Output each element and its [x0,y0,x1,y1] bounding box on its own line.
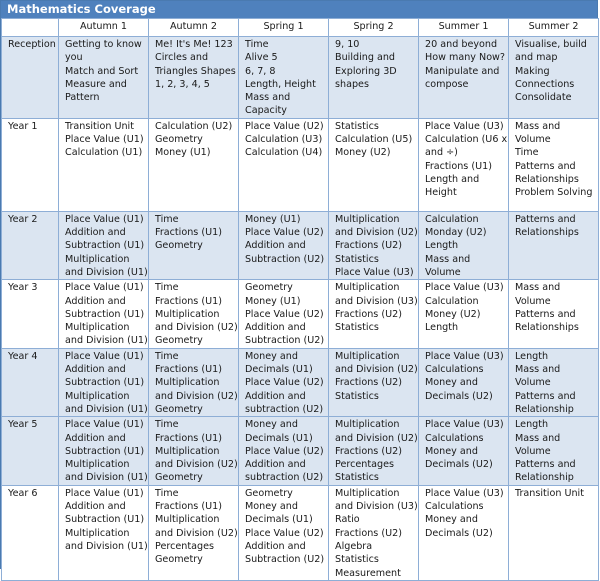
table-cell: Money and Decimals (U1) Place Value (U2) Addition and subtraction (U2) [239,417,329,485]
table-cell: Place Value (U1) Addition and Subtraction (U1) Multiplication and Division (U1) [59,348,149,416]
table-cell: Multiplication and Division (U3) Fractions (U2) Statistics [329,280,419,348]
table-cell: Transition Unit [509,485,599,580]
table-cell: Place Value (U3) Calculation (U6 x and ÷) Fractions (U1) Length and Height [419,118,509,211]
year-label: Year 2 [2,211,59,279]
table-cell: Multiplication and Division (U2) Fractions (U2) Statistics Place Value (U3) [329,211,419,279]
table-cell: Multiplication and Division (U2) Fractions (U2) Percentages Statistics [329,417,419,485]
table-cell: Place Value (U3) Calculation Money (U2) Length [419,280,509,348]
table-cell: Time Fractions (U1) Multiplication and Division (U2) Percentages Geometry [149,485,239,580]
table-cell: Time Fractions (U1) Geometry [149,211,239,279]
table-cell: Place Value (U1) Addition and Subtraction (U1) Multiplication and Division (U1) [59,280,149,348]
table-cell: Money and Decimals (U1) Place Value (U2) Addition and subtraction (U2) [239,348,329,416]
column-header: Spring 2 [329,19,419,37]
year-label: Year 5 [2,417,59,485]
year-label: Year 6 [2,485,59,580]
year-label: Reception [2,37,59,119]
table-cell: Place Value (U3) Calculations Money and Decimals (U2) [419,417,509,485]
table-cell: Time Fractions (U1) Multiplication and Division (U2) Geometry [149,417,239,485]
column-header [2,19,59,37]
table-cell: Place Value (U1) Addition and Subtraction (U1) Multiplication and Division (U1) [59,417,149,485]
table-cell: Money (U1) Place Value (U2) Addition and Subtraction (U2) [239,211,329,279]
table-cell: 20 and beyond How many Now? Manipulate and compose [419,37,509,119]
table-cell: Visualise, build and map Making Connections Consolidate [509,37,599,119]
table-cell: Patterns and Relationships [509,211,599,279]
table-cell: Multiplication and Division (U3) Ratio Fractions (U2) Algebra Statistics Measurement [329,485,419,580]
table-cell: Me! It's Me! 123 Circles and Triangles Shapes 1, 2, 3, 4, 5 [149,37,239,119]
column-header: Spring 1 [239,19,329,37]
table-cell: Place Value (U1) Addition and Subtraction (U1) Multiplication and Division (U1) [59,485,149,580]
header-row [2,19,599,37]
table-cell: Geometry Money (U1) Place Value (U2) Addition and Subtraction (U2) [239,280,329,348]
table-row [2,280,599,348]
column-header: Summer 2 [509,19,599,37]
table-cell: Place Value (U3) Calculations Money and Decimals (U2) [419,348,509,416]
table-cell: Statistics Calculation (U5) Money (U2) [329,118,419,211]
table-row [2,118,599,211]
column-header: Summer 1 [419,19,509,37]
table-row [2,348,599,416]
column-header: Autumn 2 [149,19,239,37]
document-title: Mathematics Coverage [1,1,597,18]
table-cell: Time Fractions (U1) Multiplication and Division (U2) Geometry [149,280,239,348]
table-cell: Place Value (U3) Calculations Money and Decimals (U2) [419,485,509,580]
table-cell: Calculation (U2) Geometry Money (U1) [149,118,239,211]
table-cell: Time Fractions (U1) Multiplication and Division (U2) Geometry [149,348,239,416]
table-row [2,417,599,485]
table-cell: Length Mass and Volume Patterns and Relationship [509,417,599,485]
table-cell: Place Value (U2) Calculation (U3) Calculation (U4) [239,118,329,211]
column-header: Autumn 1 [59,19,149,37]
table-cell: Mass and Volume Patterns and Relationships [509,280,599,348]
table-row [2,211,599,279]
table-cell: Place Value (U1) Addition and Subtraction (U1) Multiplication and Division (U1) [59,211,149,279]
table-cell: Getting to know you Match and Sort Measure and Pattern [59,37,149,119]
year-label: Year 1 [2,118,59,211]
table-cell: Time Alive 5 6, 7, 8 Length, Height Mass and Capacity [239,37,329,119]
table-cell: Geometry Money and Decimals (U1) Place Value (U2) Addition and Subtraction (U2) [239,485,329,580]
table-row [2,37,599,119]
year-label: Year 3 [2,280,59,348]
table-cell: Length Mass and Volume Patterns and Relationship [509,348,599,416]
table-cell: 9, 10 Building and Exploring 3D shapes [329,37,419,119]
year-label: Year 4 [2,348,59,416]
table-cell: Calculation Monday (U2) Length Mass and Volume [419,211,509,279]
table-row [2,485,599,580]
table-cell: Mass and Volume Time Patterns and Relationships Problem Solving [509,118,599,211]
coverage-table [1,18,599,581]
table-cell: Transition Unit Place Value (U1) Calculation (U1) [59,118,149,211]
table-cell: Multiplication and Division (U2) Fractions (U2) Statistics [329,348,419,416]
